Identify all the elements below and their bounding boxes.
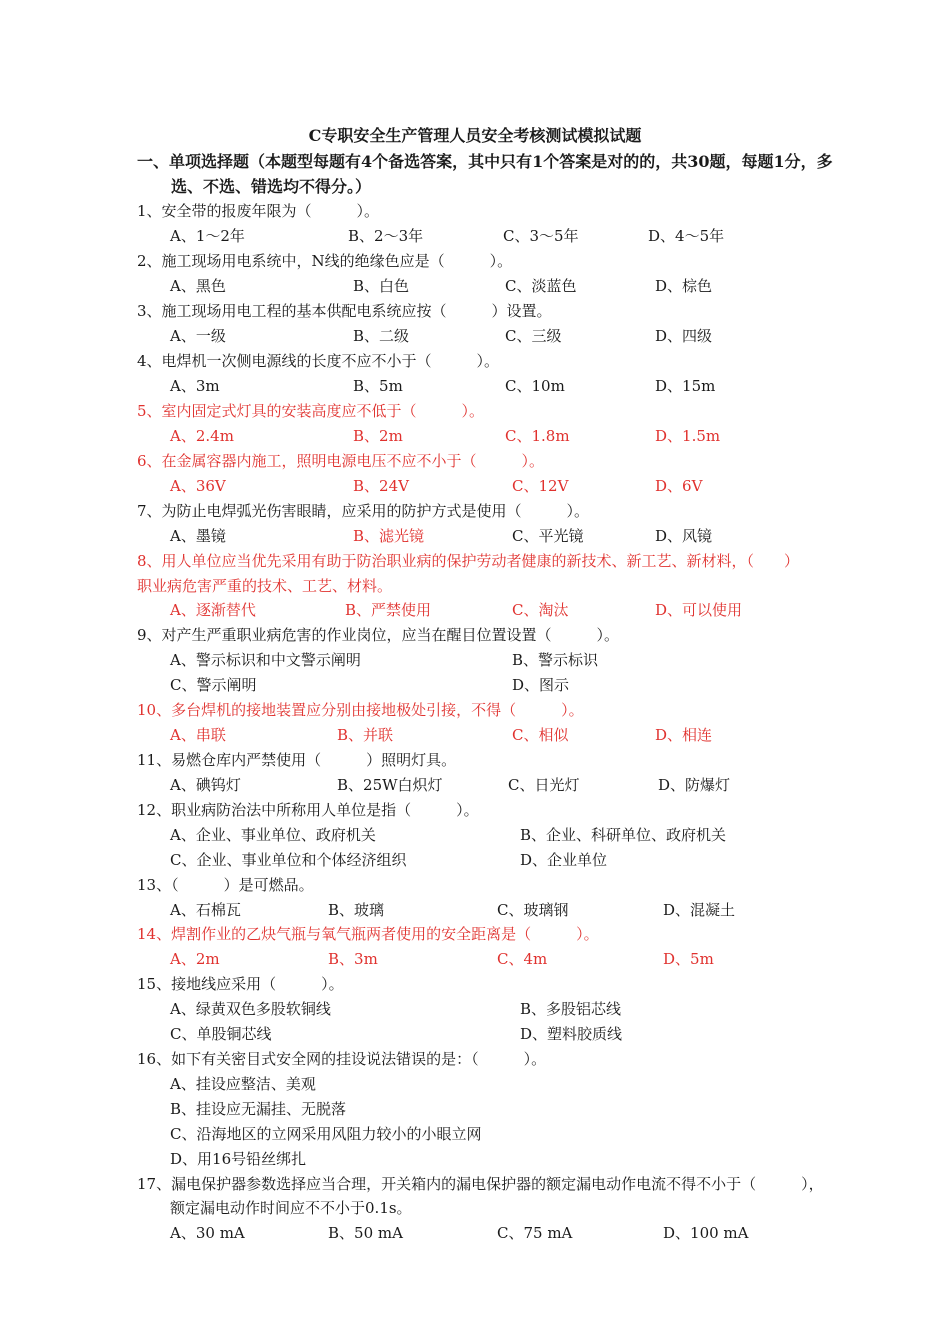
- option-12-a: A、企业、事业单位、政府机关: [170, 826, 376, 844]
- question-stem-1: 1、安全带的报废年限为（ ）。: [137, 202, 380, 220]
- option-6-b: B、24V: [353, 477, 409, 495]
- option-7-c: C、平光镜: [512, 527, 584, 545]
- question-stem-14: 14、焊割作业的乙炔气瓶与氧气瓶两者使用的安全距离是（ ）。: [137, 925, 599, 943]
- section-note: （本题型每题有4个备选答案，其中只有1个答案是对的的，共30题，每题1分，多: [249, 152, 833, 171]
- question-stem-11: 11、易燃仓库内严禁使用（ ）照明灯具。: [137, 751, 457, 769]
- option-13-b: B、玻璃: [328, 901, 385, 919]
- option-8-a: A、逐渐替代: [170, 601, 256, 619]
- option-17-d: D、100 mA: [663, 1224, 749, 1242]
- option-15-a: A、绿黄双色多股软铜线: [170, 1000, 331, 1018]
- option-7-a: A、墨镜: [170, 527, 226, 545]
- option-9-b: B、警示标识: [512, 651, 599, 669]
- option-11-a: A、碘钨灯: [170, 776, 241, 794]
- option-15-d: D、塑料胶质线: [520, 1025, 623, 1043]
- option-16-c: C、沿海地区的立网采用风阻力较小的小眼立网: [170, 1125, 482, 1143]
- option-2-d: D、棕色: [655, 277, 713, 295]
- option-5-d: D、1.5m: [655, 427, 721, 445]
- question-stem-9: 9、对产生严重职业病危害的作业岗位，应当在醒目位置设置（ ）。: [137, 626, 620, 644]
- section-note-continued: 选、不选、错选均不得分。）: [171, 177, 372, 196]
- question-stem-8-continued: 职业病危害严重的技术、工艺、材料。: [137, 577, 393, 595]
- option-2-c: C、淡蓝色: [505, 277, 577, 295]
- option-8-b: B、严禁使用: [345, 601, 432, 619]
- option-10-a: A、串联: [170, 726, 226, 744]
- option-12-d: D、企业单位: [520, 851, 608, 869]
- option-14-b: B、3m: [328, 950, 378, 968]
- option-1-b: B、2～3年: [348, 227, 424, 245]
- option-3-a: A、一级: [170, 327, 226, 345]
- option-5-c: C、1.8m: [505, 427, 570, 445]
- option-4-a: A、3m: [170, 377, 220, 395]
- option-10-b: B、并联: [337, 726, 394, 744]
- option-9-d: D、图示: [512, 676, 570, 694]
- option-10-d: D、相连: [655, 726, 713, 744]
- question-stem-2: 2、施工现场用电系统中，N线的绝缘色应是（ ）。: [137, 252, 513, 270]
- question-stem-3: 3、施工现场用电工程的基本供配电系统应按（ ）设置。: [137, 302, 552, 320]
- question-stem-15: 15、接地线应采用（ ）。: [137, 975, 344, 993]
- option-2-a: A、黑色: [170, 277, 226, 295]
- option-17-a: A、30 mA: [170, 1224, 245, 1242]
- question-stem-5: 5、室内固定式灯具的安装高度应不低于（ ）。: [137, 402, 485, 420]
- option-1-a: A、1～2年: [170, 227, 245, 245]
- option-4-d: D、15m: [655, 377, 716, 395]
- option-17-c: C、75 mA: [497, 1224, 573, 1242]
- question-stem-13: 13、（ ）是可燃品。: [137, 876, 314, 894]
- option-2-b: B、白色: [353, 277, 410, 295]
- option-5-a: A、2.4m: [170, 427, 234, 445]
- option-7-d: D、风镜: [655, 527, 713, 545]
- option-15-c: C、单股铜芯线: [170, 1025, 272, 1043]
- question-stem-4: 4、电焊机一次侧电源线的长度不应不小于（ ）。: [137, 352, 500, 370]
- question-stem-6: 6、在金属容器内施工，照明电源电压不应不小于（ ）。: [137, 452, 545, 470]
- option-3-c: C、三级: [505, 327, 562, 345]
- option-12-b: B、企业、科研单位、政府机关: [520, 826, 727, 844]
- section-heading: 一、单项选择题: [137, 152, 250, 171]
- option-15-b: B、多股铝芯线: [520, 1000, 622, 1018]
- section-header: [137, 149, 897, 199]
- option-4-c: C、10m: [505, 377, 565, 395]
- question-stem-17: 17、漏电保护器参数选择应当合理，开关箱内的漏电保护器的额定漏电动作电流不得不小于（ ），: [137, 1175, 824, 1193]
- option-3-b: B、二级: [353, 327, 410, 345]
- option-8-c: C、淘汰: [512, 601, 569, 619]
- question-stem-8: 8、用人单位应当优先采用有助于防治职业病的保护劳动者健康的新技术、新工艺、新材料，（ ）: [137, 552, 800, 570]
- question-stem-17-continued: 额定漏电动作时间应不不小于0.1s。: [170, 1199, 412, 1217]
- question-stem-16: 16、如下有关密目式安全网的挂设说法错误的是：（ ）。: [137, 1050, 547, 1068]
- option-1-d: D、4～5年: [648, 227, 725, 245]
- option-14-d: D、5m: [663, 950, 714, 968]
- option-13-d: D、混凝土: [663, 901, 736, 919]
- option-7-b: B、滤光镜: [353, 527, 425, 545]
- option-16-d: D、用16号铅丝绑扎: [170, 1150, 307, 1168]
- option-11-c: C、日光灯: [508, 776, 580, 794]
- option-11-d: D、防爆灯: [658, 776, 731, 794]
- option-3-d: D、四级: [655, 327, 713, 345]
- option-13-a: A、石棉瓦: [170, 901, 241, 919]
- option-10-c: C、相似: [512, 726, 569, 744]
- option-14-a: A、2m: [170, 950, 220, 968]
- option-8-d: D、可以使用: [655, 601, 743, 619]
- option-17-b: B、50 mA: [328, 1224, 403, 1242]
- option-13-c: C、玻璃钢: [497, 901, 569, 919]
- option-12-c: C、企业、事业单位和个体经济组织: [170, 851, 407, 869]
- option-4-b: B、5m: [353, 377, 403, 395]
- question-stem-7: 7、为防止电焊弧光伤害眼睛，应采用的防护方式是使用（ ）。: [137, 502, 590, 520]
- option-1-c: C、3～5年: [503, 227, 579, 245]
- question-stem-12: 12、职业病防治法中所称用人单位是指（ ）。: [137, 801, 479, 819]
- document-title: C专职安全生产管理人员安全考核测试模拟试题: [308, 126, 642, 145]
- option-6-d: D、6V: [655, 477, 703, 495]
- option-5-b: B、2m: [353, 427, 403, 445]
- option-6-a: A、36V: [170, 477, 226, 495]
- option-14-c: C、4m: [497, 950, 548, 968]
- option-6-c: C、12V: [512, 477, 569, 495]
- option-16-a: A、挂设应整洁、美观: [170, 1075, 316, 1093]
- option-16-b: B、挂设应无漏挂、无脱落: [170, 1100, 347, 1118]
- option-9-c: C、警示阐明: [170, 676, 257, 694]
- option-11-b: B、25W白炽灯: [337, 776, 443, 794]
- option-9-a: A、警示标识和中文警示阐明: [170, 651, 361, 669]
- question-stem-10: 10、多台焊机的接地装置应分别由接地极处引接，不得（ ）。: [137, 701, 584, 719]
